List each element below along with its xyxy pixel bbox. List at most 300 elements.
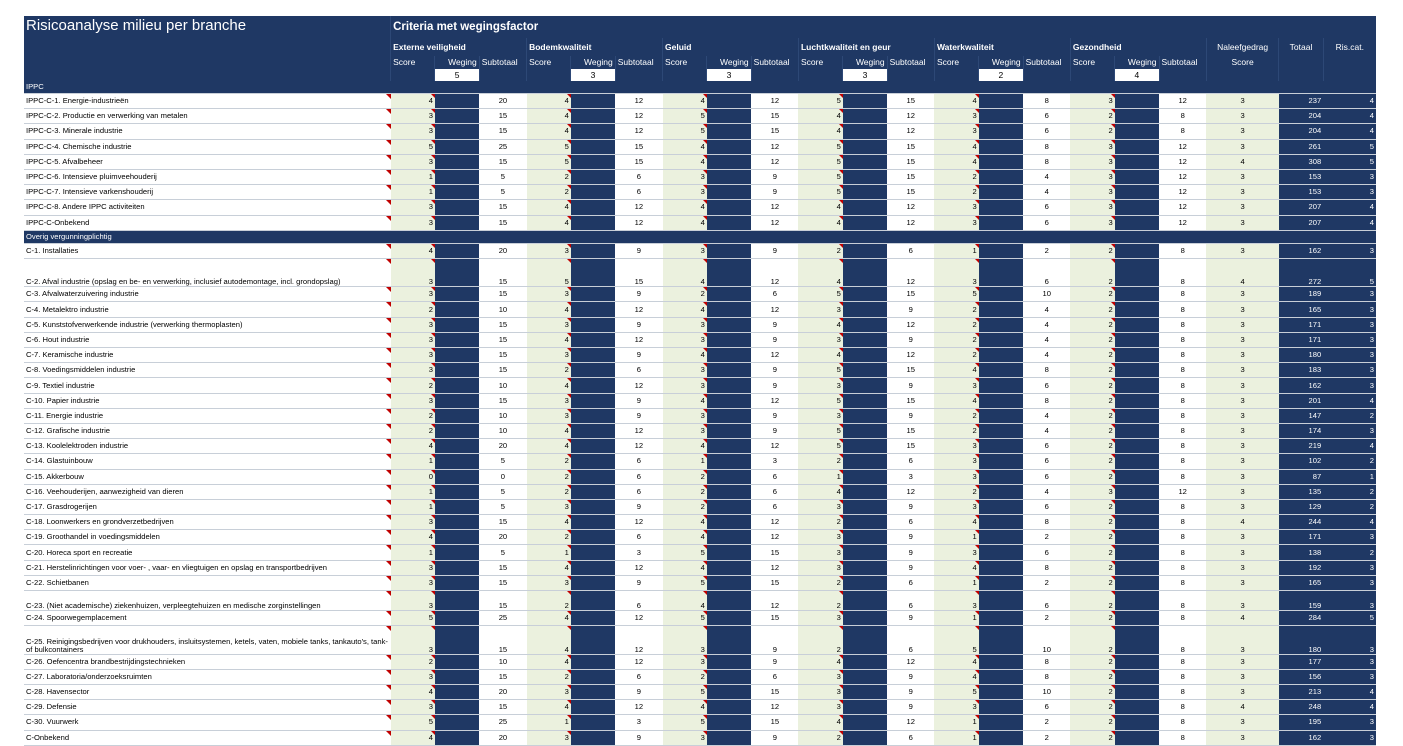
score-cell[interactable] [391, 423, 435, 438]
comment-indicator-icon[interactable] [567, 530, 571, 534]
comment-indicator-icon[interactable] [703, 545, 707, 549]
comment-indicator-icon[interactable] [1111, 670, 1115, 674]
subtotal-cell[interactable]: 8 [1159, 560, 1206, 575]
subtotal-cell[interactable]: 8 [1159, 287, 1206, 302]
score-cell[interactable] [663, 730, 707, 745]
subtotal-cell[interactable]: 9 [887, 669, 934, 684]
subtotal-cell[interactable]: 9 [615, 499, 662, 514]
branch-label[interactable] [24, 684, 391, 699]
comment-indicator-icon[interactable] [431, 515, 435, 519]
comment-indicator-icon[interactable] [975, 500, 979, 504]
comment-indicator-icon[interactable] [431, 140, 435, 144]
subtotal-cell[interactable]: 12 [1159, 139, 1206, 154]
subtotal-cell[interactable]: 8 [1159, 469, 1206, 484]
comment-indicator-icon[interactable] [567, 500, 571, 504]
score-cell[interactable] [934, 215, 978, 230]
comment-indicator-icon[interactable] [1111, 170, 1115, 174]
score-cell[interactable] [663, 515, 707, 530]
comment-indicator-icon[interactable] [839, 591, 843, 595]
comment-indicator-icon[interactable] [431, 655, 435, 659]
comment-indicator-icon[interactable] [1111, 591, 1115, 595]
subtotal-cell[interactable]: 8 [1023, 154, 1070, 169]
subtotal-cell[interactable]: 8 [1159, 454, 1206, 469]
score-cell[interactable] [391, 439, 435, 454]
subtotal-cell[interactable]: 6 [751, 499, 798, 514]
comment-indicator-icon[interactable] [567, 333, 571, 337]
score-cell[interactable] [527, 626, 571, 654]
subtotal-cell[interactable]: 8 [1159, 669, 1206, 684]
comment-indicator-icon[interactable] [703, 409, 707, 413]
risk-category-cell[interactable]: 4 [1323, 515, 1376, 530]
score-cell[interactable] [1070, 469, 1114, 484]
subtotal-cell[interactable]: 9 [887, 684, 934, 699]
comment-indicator-icon[interactable] [1111, 485, 1115, 489]
subtotal-cell[interactable]: 8 [1159, 332, 1206, 347]
score-cell[interactable] [663, 591, 707, 611]
score-cell[interactable] [527, 94, 571, 109]
score-cell[interactable] [1070, 439, 1114, 454]
subtotal-cell[interactable]: 8 [1159, 258, 1206, 286]
naleef-score-cell[interactable]: 3 [1206, 317, 1279, 332]
naleef-score-cell[interactable]: 3 [1206, 393, 1279, 408]
score-cell[interactable] [798, 393, 842, 408]
score-cell[interactable] [527, 408, 571, 423]
subtotal-cell[interactable]: 4 [1023, 484, 1070, 499]
comment-indicator-icon[interactable] [431, 485, 435, 489]
comment-indicator-icon[interactable] [567, 454, 571, 458]
comment-indicator-icon[interactable] [703, 287, 707, 291]
subtotal-cell[interactable]: 20 [479, 530, 526, 545]
subtotal-cell[interactable]: 8 [1159, 378, 1206, 393]
subtotal-cell[interactable]: 6 [1023, 439, 1070, 454]
comment-indicator-icon[interactable] [975, 363, 979, 367]
branch-label[interactable] [24, 626, 391, 654]
score-cell[interactable] [663, 287, 707, 302]
comment-indicator-icon[interactable] [1111, 700, 1115, 704]
score-cell[interactable] [1070, 169, 1114, 184]
score-cell[interactable] [1070, 332, 1114, 347]
subtotal-cell[interactable]: 6 [751, 287, 798, 302]
score-cell[interactable] [798, 626, 842, 654]
score-cell[interactable] [1070, 423, 1114, 438]
score-cell[interactable] [934, 393, 978, 408]
subtotal-cell[interactable]: 12 [751, 700, 798, 715]
subtotal-cell[interactable]: 12 [615, 700, 662, 715]
comment-indicator-icon[interactable] [703, 94, 707, 98]
subtotal-cell[interactable]: 5 [479, 454, 526, 469]
comment-indicator-icon[interactable] [703, 485, 707, 489]
comment-indicator-icon[interactable] [567, 216, 571, 220]
subtotal-cell[interactable]: 6 [1023, 454, 1070, 469]
score-cell[interactable] [391, 730, 435, 745]
score-cell[interactable] [934, 348, 978, 363]
comment-indicator-icon[interactable] [975, 109, 979, 113]
comment-indicator-icon[interactable] [839, 700, 843, 704]
total-cell[interactable]: 204 [1279, 109, 1323, 124]
branch-label[interactable] [24, 200, 391, 215]
weight-value[interactable]: 4 [1115, 69, 1159, 81]
subtotal-cell[interactable]: 12 [1159, 484, 1206, 499]
risk-category-cell[interactable]: 3 [1323, 332, 1376, 347]
naleef-score-cell[interactable]: 3 [1206, 378, 1279, 393]
subtotal-cell[interactable]: 8 [1159, 515, 1206, 530]
comment-indicator-icon[interactable] [703, 715, 707, 719]
naleef-score-cell[interactable]: 3 [1206, 439, 1279, 454]
branch-label[interactable] [24, 393, 391, 408]
score-cell[interactable] [663, 499, 707, 514]
subtotal-cell[interactable]: 9 [751, 730, 798, 745]
comment-indicator-icon[interactable] [703, 244, 707, 248]
score-cell[interactable] [527, 591, 571, 611]
total-cell[interactable]: 284 [1279, 611, 1323, 626]
score-cell[interactable] [798, 484, 842, 499]
comment-indicator-icon[interactable] [703, 626, 707, 630]
comment-indicator-icon[interactable] [839, 685, 843, 689]
subtotal-cell[interactable]: 9 [615, 317, 662, 332]
score-cell[interactable] [663, 423, 707, 438]
score-cell[interactable] [1070, 575, 1114, 590]
score-cell[interactable] [934, 454, 978, 469]
comment-indicator-icon[interactable] [1111, 439, 1115, 443]
score-cell[interactable] [663, 139, 707, 154]
comment-indicator-icon[interactable] [839, 715, 843, 719]
score-cell[interactable] [663, 258, 707, 286]
subtotal-cell[interactable]: 8 [1159, 654, 1206, 669]
subtotal-cell[interactable]: 6 [615, 530, 662, 545]
total-cell[interactable]: 261 [1279, 139, 1323, 154]
subtotal-cell[interactable]: 12 [751, 393, 798, 408]
score-cell[interactable] [798, 669, 842, 684]
score-cell[interactable] [934, 94, 978, 109]
comment-indicator-icon[interactable] [1111, 530, 1115, 534]
comment-indicator-icon[interactable] [975, 185, 979, 189]
comment-indicator-icon[interactable] [431, 424, 435, 428]
subtotal-cell[interactable]: 15 [479, 363, 526, 378]
score-cell[interactable] [798, 243, 842, 258]
total-cell[interactable]: 308 [1279, 154, 1323, 169]
subtotal-cell[interactable]: 4 [1023, 332, 1070, 347]
score-cell[interactable] [391, 408, 435, 423]
comment-indicator-icon[interactable] [1111, 287, 1115, 291]
comment-indicator-icon[interactable] [567, 363, 571, 367]
total-cell[interactable]: 159 [1279, 591, 1323, 611]
score-cell[interactable] [1070, 700, 1114, 715]
risk-category-cell[interactable]: 3 [1323, 378, 1376, 393]
subtotal-cell[interactable]: 20 [479, 684, 526, 699]
subtotal-cell[interactable]: 15 [479, 317, 526, 332]
subtotal-cell[interactable]: 9 [751, 185, 798, 200]
subtotal-cell[interactable]: 12 [751, 139, 798, 154]
risk-category-cell[interactable]: 3 [1323, 591, 1376, 611]
subtotal-cell[interactable]: 0 [479, 469, 526, 484]
weight-value[interactable]: 3 [571, 69, 615, 81]
score-cell[interactable] [1070, 669, 1114, 684]
subtotal-cell[interactable]: 12 [615, 124, 662, 139]
score-cell[interactable] [934, 363, 978, 378]
risk-category-cell[interactable]: 4 [1323, 200, 1376, 215]
total-cell[interactable]: 189 [1279, 287, 1323, 302]
comment-indicator-icon[interactable] [839, 244, 843, 248]
subtotal-cell[interactable]: 2 [1023, 530, 1070, 545]
naleef-score-cell[interactable]: 3 [1206, 363, 1279, 378]
score-cell[interactable] [391, 454, 435, 469]
comment-indicator-icon[interactable] [975, 333, 979, 337]
subtotal-cell[interactable]: 4 [1023, 185, 1070, 200]
total-cell[interactable]: 171 [1279, 317, 1323, 332]
subtotal-cell[interactable]: 12 [887, 215, 934, 230]
subtotal-cell[interactable]: 15 [887, 169, 934, 184]
score-cell[interactable] [1070, 408, 1114, 423]
comment-indicator-icon[interactable] [431, 439, 435, 443]
subtotal-cell[interactable]: 12 [887, 715, 934, 730]
branch-label[interactable] [24, 185, 391, 200]
score-cell[interactable] [527, 317, 571, 332]
naleef-score-cell[interactable]: 3 [1206, 575, 1279, 590]
branch-label[interactable] [24, 124, 391, 139]
comment-indicator-icon[interactable] [839, 424, 843, 428]
score-cell[interactable] [391, 530, 435, 545]
score-cell[interactable] [391, 378, 435, 393]
subtotal-cell[interactable]: 8 [1159, 408, 1206, 423]
total-cell[interactable]: 213 [1279, 684, 1323, 699]
total-cell[interactable]: 207 [1279, 215, 1323, 230]
naleef-score-cell[interactable]: 3 [1206, 730, 1279, 745]
score-cell[interactable] [798, 654, 842, 669]
comment-indicator-icon[interactable] [1111, 348, 1115, 352]
subtotal-cell[interactable]: 15 [479, 154, 526, 169]
risk-category-cell[interactable]: 4 [1323, 215, 1376, 230]
subtotal-cell[interactable]: 12 [887, 258, 934, 286]
subtotal-cell[interactable]: 8 [1159, 423, 1206, 438]
subtotal-cell[interactable]: 15 [479, 591, 526, 611]
score-cell[interactable] [391, 258, 435, 286]
subtotal-cell[interactable]: 15 [615, 139, 662, 154]
comment-indicator-icon[interactable] [703, 155, 707, 159]
subtotal-cell[interactable]: 12 [887, 317, 934, 332]
subtotal-cell[interactable]: 8 [1159, 730, 1206, 745]
score-cell[interactable] [798, 154, 842, 169]
score-cell[interactable] [663, 469, 707, 484]
comment-indicator-icon[interactable] [431, 348, 435, 352]
total-cell[interactable]: 180 [1279, 348, 1323, 363]
score-cell[interactable] [934, 575, 978, 590]
subtotal-cell[interactable]: 10 [1023, 287, 1070, 302]
naleef-score-cell[interactable]: 3 [1206, 654, 1279, 669]
comment-indicator-icon[interactable] [839, 530, 843, 534]
comment-indicator-icon[interactable] [1111, 140, 1115, 144]
comment-indicator-icon[interactable] [567, 155, 571, 159]
comment-indicator-icon[interactable] [839, 561, 843, 565]
comment-indicator-icon[interactable] [839, 140, 843, 144]
comment-indicator-icon[interactable] [839, 394, 843, 398]
score-cell[interactable] [798, 730, 842, 745]
score-cell[interactable] [527, 715, 571, 730]
subtotal-cell[interactable]: 4 [1023, 302, 1070, 317]
comment-indicator-icon[interactable] [431, 561, 435, 565]
score-cell[interactable] [663, 408, 707, 423]
subtotal-cell[interactable]: 9 [887, 332, 934, 347]
score-cell[interactable] [663, 700, 707, 715]
score-cell[interactable] [527, 332, 571, 347]
score-cell[interactable] [1070, 317, 1114, 332]
score-cell[interactable] [527, 348, 571, 363]
score-cell[interactable] [391, 484, 435, 499]
comment-indicator-icon[interactable] [567, 394, 571, 398]
subtotal-cell[interactable]: 15 [479, 200, 526, 215]
score-cell[interactable] [934, 530, 978, 545]
comment-indicator-icon[interactable] [839, 731, 843, 735]
subtotal-cell[interactable]: 9 [615, 408, 662, 423]
subtotal-cell[interactable]: 20 [479, 439, 526, 454]
score-cell[interactable] [1070, 302, 1114, 317]
score-cell[interactable] [391, 515, 435, 530]
subtotal-cell[interactable]: 6 [887, 730, 934, 745]
comment-indicator-icon[interactable] [431, 470, 435, 474]
comment-indicator-icon[interactable] [567, 655, 571, 659]
subtotal-cell[interactable]: 15 [751, 545, 798, 560]
subtotal-cell[interactable]: 4 [1023, 423, 1070, 438]
comment-indicator-icon[interactable] [431, 670, 435, 674]
naleef-score-cell[interactable]: 3 [1206, 185, 1279, 200]
naleef-score-cell[interactable]: 4 [1206, 700, 1279, 715]
comment-indicator-icon[interactable] [567, 670, 571, 674]
comment-indicator-icon[interactable] [839, 287, 843, 291]
score-cell[interactable] [1070, 654, 1114, 669]
subtotal-cell[interactable]: 15 [887, 185, 934, 200]
comment-indicator-icon[interactable] [567, 348, 571, 352]
subtotal-cell[interactable]: 10 [1023, 626, 1070, 654]
subtotal-cell[interactable]: 6 [1023, 124, 1070, 139]
weight-value[interactable]: 3 [843, 69, 887, 81]
total-cell[interactable]: 147 [1279, 408, 1323, 423]
comment-indicator-icon[interactable] [975, 348, 979, 352]
comment-indicator-icon[interactable] [975, 515, 979, 519]
score-cell[interactable] [934, 560, 978, 575]
score-cell[interactable] [527, 124, 571, 139]
score-cell[interactable] [798, 423, 842, 438]
subtotal-cell[interactable]: 12 [615, 332, 662, 347]
score-cell[interactable] [1070, 258, 1114, 286]
comment-indicator-icon[interactable] [975, 94, 979, 98]
total-cell[interactable]: 165 [1279, 575, 1323, 590]
risk-category-cell[interactable]: 2 [1323, 545, 1376, 560]
branch-label[interactable] [24, 469, 391, 484]
comment-indicator-icon[interactable] [567, 170, 571, 174]
score-cell[interactable] [1070, 484, 1114, 499]
subtotal-cell[interactable]: 8 [1159, 243, 1206, 258]
total-cell[interactable]: 171 [1279, 332, 1323, 347]
naleef-score-cell[interactable]: 4 [1206, 611, 1279, 626]
subtotal-cell[interactable]: 12 [751, 302, 798, 317]
comment-indicator-icon[interactable] [567, 561, 571, 565]
score-cell[interactable] [391, 560, 435, 575]
comment-indicator-icon[interactable] [839, 302, 843, 306]
comment-indicator-icon[interactable] [431, 363, 435, 367]
score-cell[interactable] [1070, 124, 1114, 139]
score-cell[interactable] [1070, 243, 1114, 258]
score-cell[interactable] [798, 591, 842, 611]
score-cell[interactable] [391, 317, 435, 332]
comment-indicator-icon[interactable] [703, 318, 707, 322]
comment-indicator-icon[interactable] [1111, 454, 1115, 458]
score-cell[interactable] [391, 169, 435, 184]
comment-indicator-icon[interactable] [839, 439, 843, 443]
comment-indicator-icon[interactable] [839, 611, 843, 615]
naleef-score-cell[interactable]: 3 [1206, 469, 1279, 484]
comment-indicator-icon[interactable] [975, 715, 979, 719]
subtotal-cell[interactable]: 25 [479, 139, 526, 154]
comment-indicator-icon[interactable] [431, 545, 435, 549]
comment-indicator-icon[interactable] [975, 591, 979, 595]
subtotal-cell[interactable]: 9 [887, 545, 934, 560]
comment-indicator-icon[interactable] [567, 515, 571, 519]
subtotal-cell[interactable]: 9 [751, 317, 798, 332]
comment-indicator-icon[interactable] [567, 485, 571, 489]
score-cell[interactable] [798, 124, 842, 139]
comment-indicator-icon[interactable] [431, 109, 435, 113]
branch-label[interactable] [24, 654, 391, 669]
comment-indicator-icon[interactable] [431, 500, 435, 504]
score-cell[interactable] [798, 454, 842, 469]
comment-indicator-icon[interactable] [703, 685, 707, 689]
subtotal-cell[interactable]: 9 [887, 302, 934, 317]
subtotal-cell[interactable]: 5 [479, 545, 526, 560]
comment-indicator-icon[interactable] [975, 200, 979, 204]
comment-indicator-icon[interactable] [431, 576, 435, 580]
naleef-score-cell[interactable]: 3 [1206, 243, 1279, 258]
subtotal-cell[interactable]: 15 [887, 154, 934, 169]
score-cell[interactable] [391, 469, 435, 484]
score-cell[interactable] [527, 393, 571, 408]
subtotal-cell[interactable]: 12 [615, 560, 662, 575]
score-cell[interactable] [391, 139, 435, 154]
subtotal-cell[interactable]: 8 [1023, 669, 1070, 684]
score-cell[interactable] [1070, 715, 1114, 730]
naleef-score-cell[interactable]: 3 [1206, 715, 1279, 730]
comment-indicator-icon[interactable] [567, 424, 571, 428]
score-cell[interactable] [934, 654, 978, 669]
score-cell[interactable] [527, 575, 571, 590]
score-cell[interactable] [798, 169, 842, 184]
comment-indicator-icon[interactable] [1111, 576, 1115, 580]
comment-indicator-icon[interactable] [975, 140, 979, 144]
score-cell[interactable] [1070, 139, 1114, 154]
score-cell[interactable] [1070, 530, 1114, 545]
comment-indicator-icon[interactable] [975, 244, 979, 248]
risk-category-cell[interactable]: 5 [1323, 611, 1376, 626]
comment-indicator-icon[interactable] [839, 348, 843, 352]
comment-indicator-icon[interactable] [839, 470, 843, 474]
naleef-score-cell[interactable]: 3 [1206, 302, 1279, 317]
score-cell[interactable] [527, 730, 571, 745]
comment-indicator-icon[interactable] [839, 318, 843, 322]
comment-indicator-icon[interactable] [703, 500, 707, 504]
comment-indicator-icon[interactable] [567, 200, 571, 204]
score-cell[interactable] [527, 302, 571, 317]
branch-label[interactable] [24, 545, 391, 560]
comment-indicator-icon[interactable] [1111, 318, 1115, 322]
score-cell[interactable] [391, 185, 435, 200]
subtotal-cell[interactable]: 6 [887, 591, 934, 611]
score-cell[interactable] [798, 215, 842, 230]
subtotal-cell[interactable]: 6 [1023, 545, 1070, 560]
comment-indicator-icon[interactable] [703, 670, 707, 674]
comment-indicator-icon[interactable] [703, 439, 707, 443]
total-cell[interactable]: 207 [1279, 200, 1323, 215]
risk-category-cell[interactable]: 3 [1323, 575, 1376, 590]
score-cell[interactable] [663, 169, 707, 184]
score-cell[interactable] [934, 669, 978, 684]
